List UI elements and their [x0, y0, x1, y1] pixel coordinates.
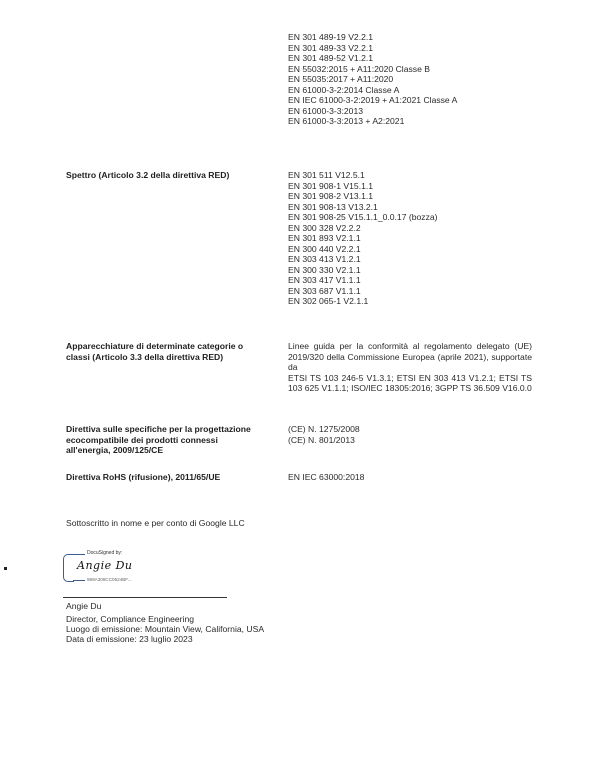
docusign-header: DocuSigned by:: [87, 550, 123, 556]
standard-item: EN 301 511 V12.5.1: [288, 170, 365, 180]
docusign-signature: [63, 550, 153, 584]
regulation-item: (CE) N. 1275/2008: [288, 424, 360, 434]
rohs-section: [66, 472, 532, 483]
signature-statement: Sottoscritto in nome e per conto di Google LLC: [66, 518, 245, 528]
equipment-section: [66, 341, 532, 393]
standard-item: EN 301 489-52 V1.2.1: [288, 53, 374, 63]
docusign-bracket-icon: [63, 554, 74, 582]
standard-item: EN 300 328 V2.2.2: [288, 222, 361, 233]
standard-item: EN IEC 61000-3-2:2019 + A1:2021 Classe A: [288, 95, 458, 105]
ecodesign-label-line: ecocompatibile dei prodotti connessi: [66, 434, 218, 445]
standard-item: EN 302 065-1 V2.1.1: [288, 296, 369, 306]
emc-standards-list: [288, 32, 532, 127]
equipment-guidelines-text: Linee guida per la conformità al regolamento delegato (UE) 2019/320 della Commissione Europea (aprile 2021), supportate da: [288, 341, 532, 372]
equipment-label: [66, 341, 288, 362]
standard-item: EN 61000-3-3:2013: [288, 105, 364, 116]
standard-item: EN 303 417 V1.1.1: [288, 275, 361, 285]
standard-item: EN 303 413 V1.2.1: [288, 254, 361, 264]
rohs-label: Direttiva RoHS (rifusione), 2011/65/UE: [66, 472, 221, 482]
rohs-value: EN IEC 63000:2018: [288, 472, 365, 482]
standard-item: EN 61000-3-3:2013 + A2:2021: [288, 116, 405, 126]
spectrum-section: [66, 170, 532, 306]
standard-item: EN 301 908-25 V15.1.1_0.0.17 (bozza): [288, 212, 438, 222]
docusign-bracket-bottom: [73, 580, 85, 581]
standard-item: EN 301 893 V2.1.1: [288, 233, 361, 243]
ecodesign-values: [288, 424, 532, 445]
ecodesign-label-line: all'energia, 2009/125/CE: [66, 445, 164, 455]
signature-line: [63, 597, 227, 598]
regulation-item: (CE) N. 801/2013: [288, 434, 355, 445]
equipment-label-line: Apparecchiature di determinate categorie o: [66, 341, 244, 351]
standard-item: EN 301 908-2 V13.1.1: [288, 191, 374, 201]
standard-item: EN 301 908-1 V15.1.1: [288, 180, 374, 191]
standard-item: EN 301 489-33 V2.2.1: [288, 42, 374, 53]
spectrum-label: Spettro (Articolo 3.2 della direttiva RED): [66, 170, 230, 180]
page-marker-dot: [4, 567, 7, 570]
standard-item: EN 303 687 V1.1.1: [288, 285, 361, 296]
standard-item: EN 301 489-19 V2.2.1: [288, 32, 374, 42]
docusign-id: 989A308CC0524BF...: [87, 577, 132, 582]
standard-item: EN 55032:2015 + A11:2020 Classe B: [288, 63, 430, 74]
standard-item: EN 301 908-13 V13.2.1: [288, 201, 378, 212]
issue-date: Data di emissione: 23 luglio 2023: [66, 634, 193, 644]
signer-name: Angie Du: [66, 601, 102, 611]
equipment-label-line: classi (Articolo 3.3 della direttiva RED): [66, 351, 224, 362]
equipment-value: [288, 341, 532, 394]
docusign-bracket-top: [73, 554, 85, 555]
spectrum-standards-list: [288, 170, 532, 307]
standard-item: EN 55035:2017 + A11:2020: [288, 74, 394, 84]
standard-item: EN 61000-3-2:2014 Classe A: [288, 84, 400, 95]
handwritten-signature: Angie Du: [77, 559, 133, 572]
standard-item: EN 300 440 V2.2.1: [288, 243, 361, 254]
equipment-standards-text: ETSI TS 103 246-5 V1.3.1; ETSI EN 303 413 V1.2.1; ETSI TS 103 625 V1.1.1; ISO/IEC 18305:2016; 3GPP TS 36.509 V16.0.0: [288, 372, 532, 393]
ecodesign-section: [66, 424, 532, 456]
ecodesign-label: [66, 424, 288, 456]
standard-item: EN 300 330 V2.1.1: [288, 264, 361, 275]
ecodesign-label-line: Direttiva sulle specifiche per la progettazione: [66, 424, 251, 434]
issue-place: Luogo di emissione: Mountain View, California, USA: [66, 624, 265, 634]
signer-title: Director, Compliance Engineering: [66, 614, 195, 624]
